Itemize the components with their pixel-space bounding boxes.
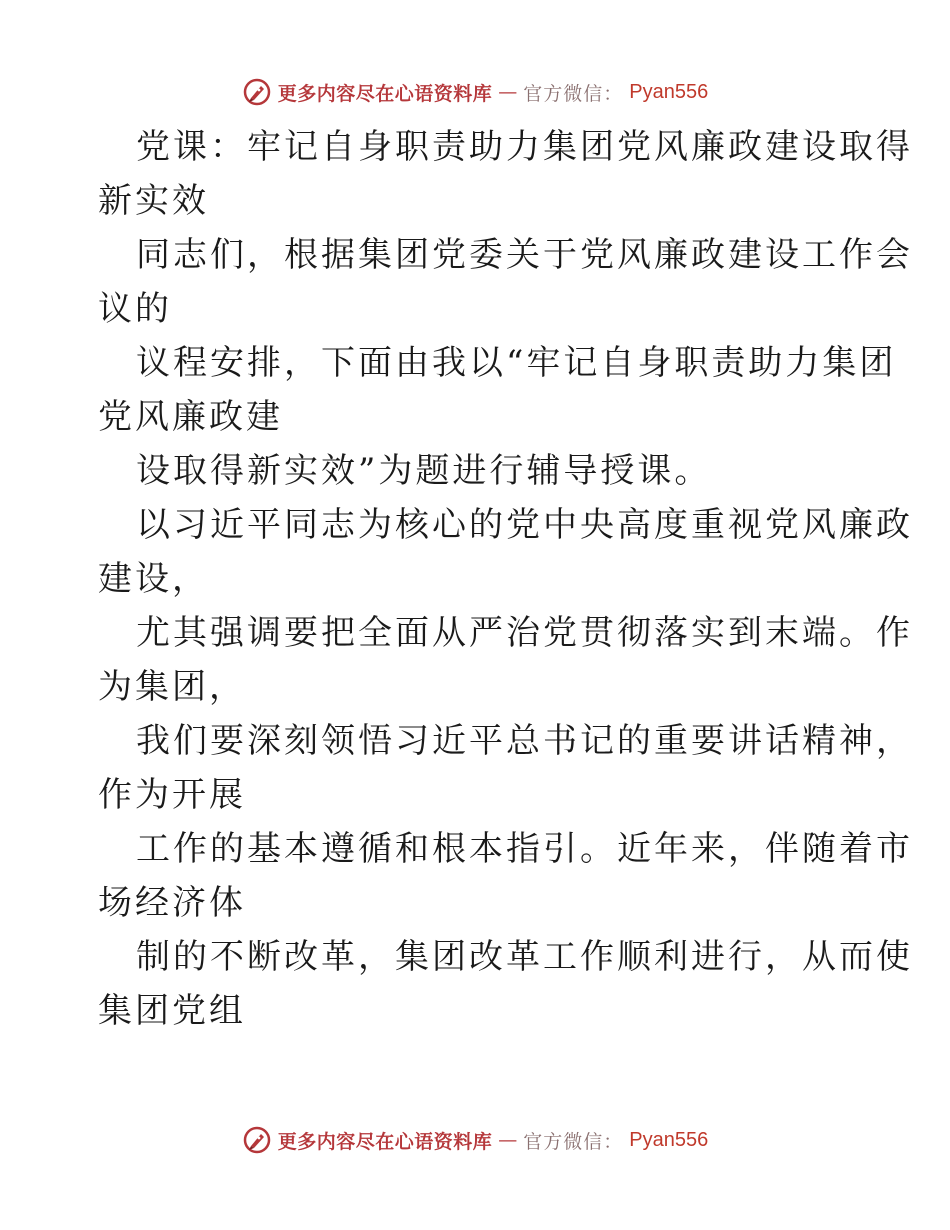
watermark-separator: — xyxy=(498,1129,518,1151)
document-body xyxy=(98,120,913,1038)
watermark-separator: — xyxy=(498,81,518,103)
text-line: 尤其强调要把全面从严治党贯彻落实到末端。作 xyxy=(136,613,913,653)
watermark-wechat-id: Pyan556 xyxy=(629,80,709,103)
text-line: 为集团， xyxy=(98,667,246,707)
header-watermark xyxy=(0,72,950,112)
footer-watermark xyxy=(0,1120,950,1160)
text-line: 设取得新实效”为题进行辅导授课。 xyxy=(136,451,712,491)
text-line: 党课：牢记自身职责助力集团党风廉政建设取得 xyxy=(136,127,913,167)
watermark-wechat-id: Pyan556 xyxy=(629,1128,709,1151)
watermark-brand: 更多内容尽在心语资料库 xyxy=(277,1130,493,1153)
text-line: 议的 xyxy=(98,289,172,329)
text-line: 工作的基本遵循和根本指引。近年来，伴随着市 xyxy=(136,829,913,869)
text-line: 集团党组 xyxy=(98,991,246,1031)
text-line: 建设， xyxy=(98,559,209,599)
text-line: 同志们，根据集团党委关于党风廉政建设工作会 xyxy=(136,235,913,275)
text-line: 作为开展 xyxy=(98,775,246,815)
text-line: 议程安排，下面由我以“牢记自身职责助力集团 xyxy=(136,343,897,383)
pen-nib-logo-icon xyxy=(242,77,272,107)
watermark-label: 官方微信： xyxy=(523,1130,624,1153)
pen-nib-logo-icon xyxy=(242,1125,272,1155)
text-line: 以习近平同志为核心的党中央高度重视党风廉政 xyxy=(136,505,913,545)
text-line: 新实效 xyxy=(98,181,209,221)
text-line: 制的不断改革，集团改革工作顺利进行，从而使 xyxy=(136,937,913,977)
watermark-brand: 更多内容尽在心语资料库 xyxy=(277,82,493,105)
watermark-label: 官方微信： xyxy=(523,82,624,105)
text-line: 场经济体 xyxy=(98,883,246,923)
text-line: 我们要深刻领悟习近平总书记的重要讲话精神， xyxy=(136,721,913,761)
text-line: 党风廉政建 xyxy=(98,397,283,437)
